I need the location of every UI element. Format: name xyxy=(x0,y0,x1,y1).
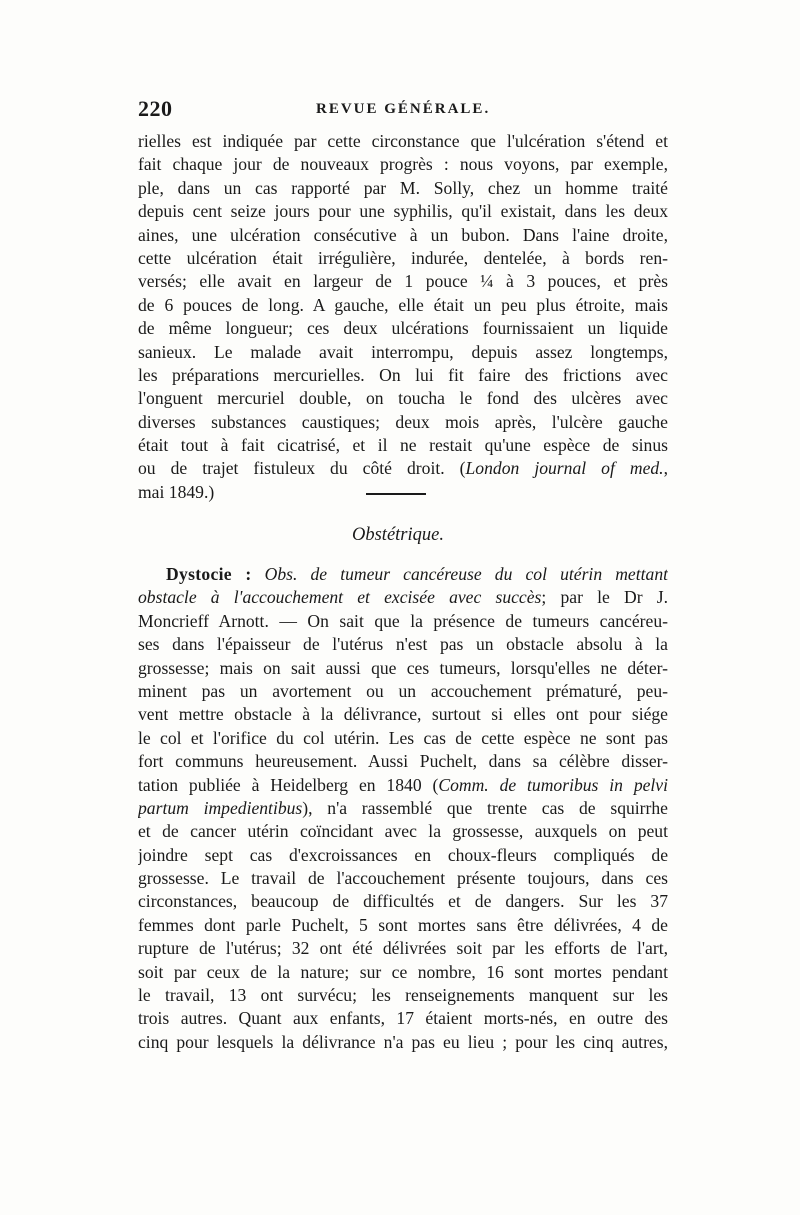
section-divider xyxy=(366,493,426,495)
page-number: 220 xyxy=(138,96,173,121)
paragraph-2 xyxy=(138,563,668,1054)
text-line: de même longueur; ces deux ulcérations fournissaient un liquide xyxy=(138,318,668,339)
text-line: ses dans l'épaisseur de l'utérus n'est pas un obstacle absolu à la xyxy=(138,634,668,655)
section-title: Obstétrique. xyxy=(352,525,444,545)
journal-title: REVUE GÉNÉRALE. xyxy=(316,101,491,117)
article-title-part: obstacle à l'accouchement et excisée avec succès xyxy=(138,587,542,608)
cited-work-title: partum impedientibus xyxy=(138,797,303,818)
text-line xyxy=(138,774,668,797)
text-line: le travail, 13 ont survécu; les renseignements manquent sur les xyxy=(138,985,668,1006)
citation-open: ( xyxy=(459,458,466,479)
text-line: diverses substances caustiques; deux mois après, l'ulcère gauche xyxy=(138,411,668,432)
text-line: rupture de l'utérus; 32 ont été délivrées soit par les efforts de l'art, xyxy=(138,938,668,959)
text-line: grossesse; mais on sait aussi que ces tumeurs, lorsqu'elles ne déter- xyxy=(138,657,668,678)
text-line: l'onguent mercuriel double, on toucha le fond des ulcères avec xyxy=(138,388,668,409)
text-line: le col et l'orifice du col utérin. Les cas de cette espèce ne sont pas xyxy=(138,727,668,748)
author-intro: ; par le Dr J. xyxy=(541,587,668,608)
cited-work-title: Comm. de tumoribus in pelvi xyxy=(438,774,668,795)
text-fragment: ), n'a rassemblé que trente cas de squirrhe xyxy=(302,797,668,818)
text-line xyxy=(138,563,668,586)
text-line: femmes dont parle Puchelt, 5 sont mortes sans être délivrées, 4 de xyxy=(138,914,668,935)
text-line: joindre sept cas d'excroissances en choux-fleurs compliqués de xyxy=(138,844,668,865)
citation-title: London journal of med. xyxy=(465,458,664,479)
text-line: les préparations mercurielles. On lui fit faire des frictions avec xyxy=(138,364,668,385)
text-line: rielles est indiquée par cette circonstance que l'ulcération s'étend et xyxy=(138,131,668,151)
citation-tail: , xyxy=(663,458,668,479)
text-line: depuis cent seize jours pour une syphilis, qu'il existait, dans les deux xyxy=(138,201,668,222)
text-fragment: ou de trajet fistuleux du côté droit. xyxy=(138,458,445,479)
text-line: versés; elle avait en largeur de 1 pouce ¼ à 3 pouces, et près xyxy=(138,271,668,292)
text-line: était tout à fait cicatrisé, et il ne restait qu'une espèce de sinus xyxy=(138,435,668,456)
text-line: minent pas un avortement ou un accouchement prématuré, peu- xyxy=(138,680,668,701)
text-line: aines, une ulcération consécutive à un bubon. Dans l'aine droite, xyxy=(138,224,668,245)
text-line: grossesse. Le travail de l'accouchement présente toujours, dans ces xyxy=(138,868,668,889)
text-line: mai 1849.) xyxy=(138,481,215,502)
text-line: fait chaque jour de nouveaux progrès : nous voyons, par exemple, xyxy=(138,154,668,175)
text-line: soit par ceux de la nature; sur ce nombre, 16 sont mortes pendant xyxy=(138,961,668,982)
text-line: ple, dans un cas rapporté par M. Solly, chez un homme traité xyxy=(138,177,668,198)
text-line xyxy=(138,610,668,633)
running-head xyxy=(138,96,662,126)
text-line: et de cancer utérin coïncidant avec la grossesse, auxquels on peut xyxy=(138,821,668,842)
text-line: trois autres. Quant aux enfants, 17 étaient morts-nés, en outre des xyxy=(138,1008,668,1029)
text-line: cinq pour lesquels la délivrance n'a pas eu lieu ; pour les cinq autres, xyxy=(138,1031,668,1052)
opening-sentence: — On sait que la présence de tumeurs cancéreu- xyxy=(279,610,668,631)
article-title-part: de tumeur cancéreuse du col utérin mettant xyxy=(310,564,668,584)
text-line: circonstances, beaucoup de difficultés et de dangers. Sur les 37 xyxy=(138,891,668,912)
text-line: sanieux. Le malade avait interrompu, depuis assez longtemps, xyxy=(138,341,668,362)
text-line: cette ulcération était irrégulière, indurée, dentelée, à bords ren- xyxy=(138,247,668,268)
text-line-with-citation xyxy=(138,457,668,480)
text-line xyxy=(138,586,668,609)
obs-label: Obs. xyxy=(264,564,298,584)
text-line: vent mettre obstacle à la délivrance, surtout si elles ont pour siége xyxy=(138,704,668,725)
author-name: Moncrieff Arnott. xyxy=(138,610,269,631)
text-fragment: tation publiée à Heidelberg en 1840 ( xyxy=(138,774,439,795)
text-line xyxy=(138,797,668,820)
text-line: fort communs heureusement. Aussi Puchelt, dans sa célèbre disser- xyxy=(138,751,668,772)
text-line: de 6 pouces de long. A gauche, elle était un peu plus étroite, mais xyxy=(138,294,668,315)
paragraph-1 xyxy=(138,130,668,504)
head-word: Dystocie : xyxy=(166,564,252,584)
